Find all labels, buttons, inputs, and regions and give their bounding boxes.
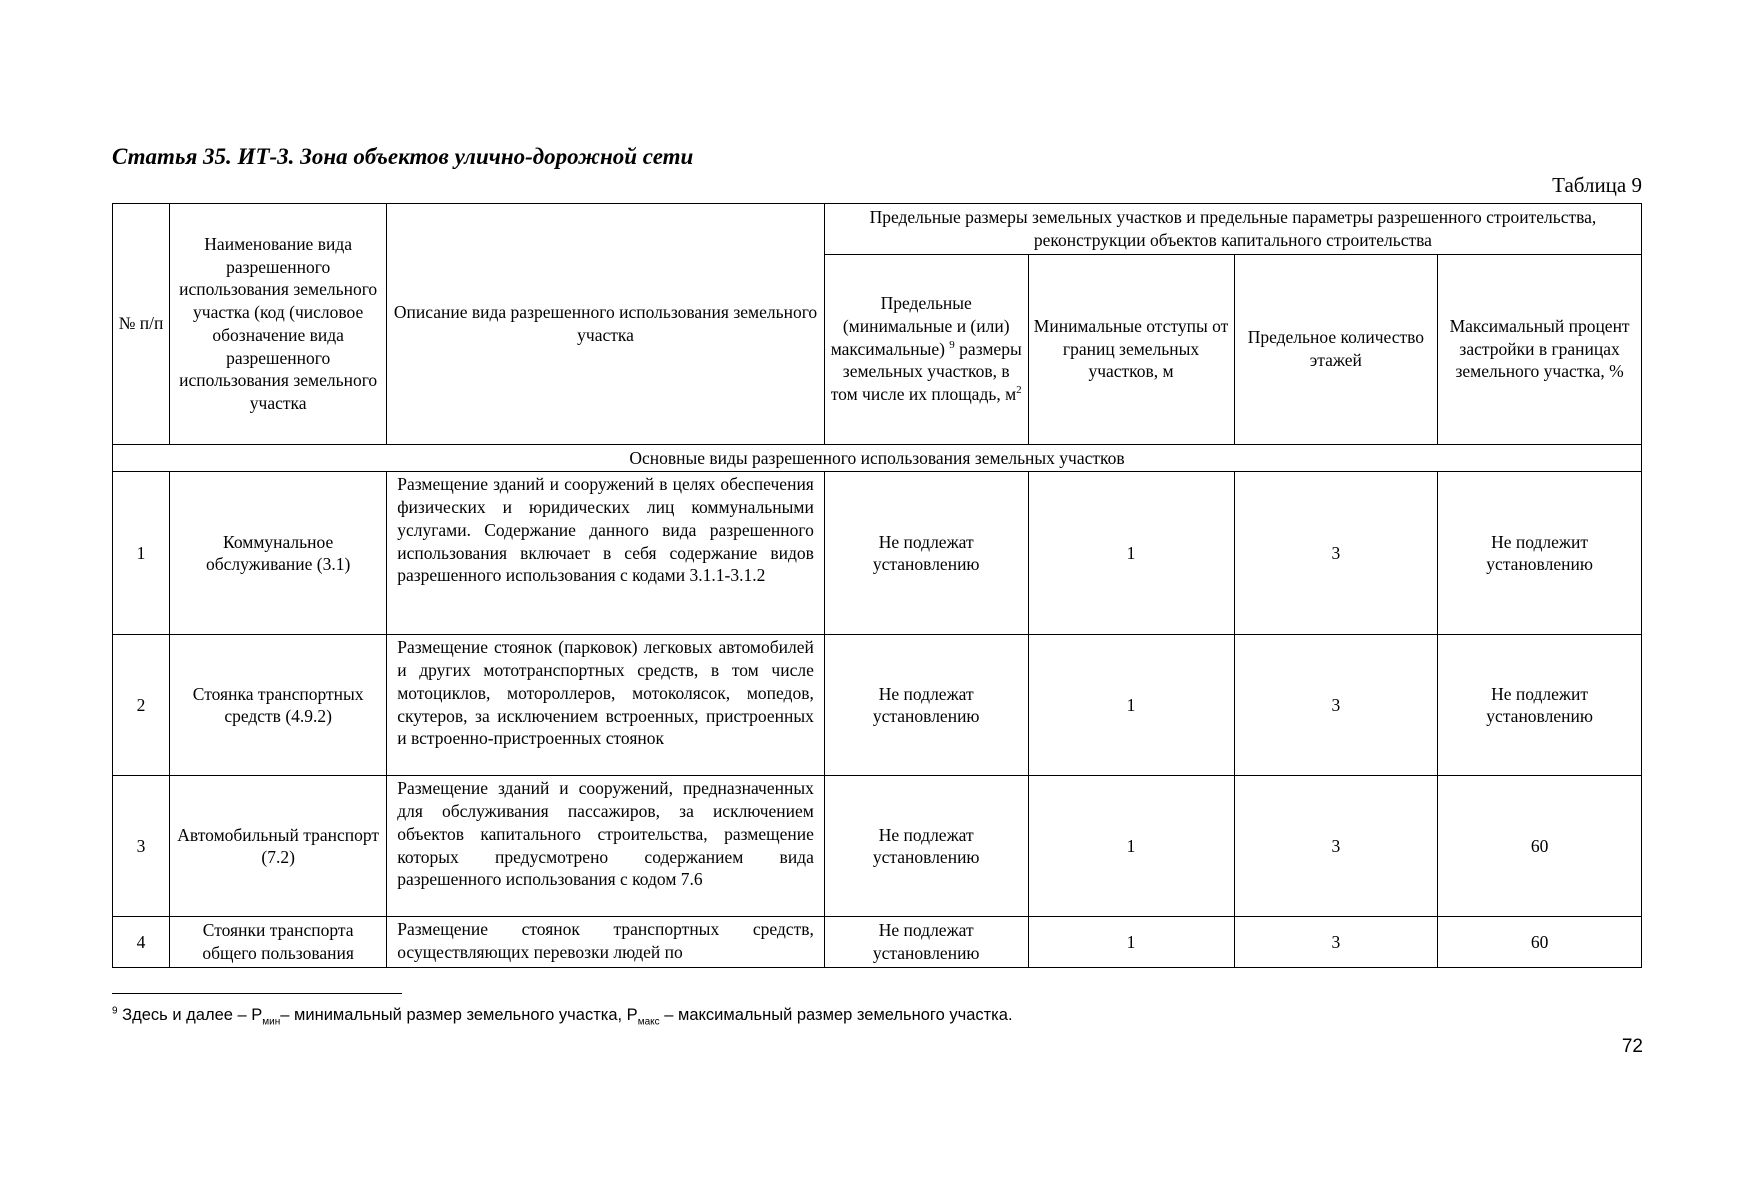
- footnote-text-2: – минимальный размер земельного участка, Р: [280, 1006, 638, 1024]
- header-description: Описание вида разрешенного использования земельного участка: [387, 204, 825, 445]
- row-name: Автомобильный транспорт (7.2): [170, 776, 387, 917]
- row-setback: 1: [1028, 635, 1234, 776]
- row-description: Размещение зданий и сооружений в целях обеспечения физических и юридических лиц коммунальными услугами. Содержание данного вида разрешенного использования включает в себя содержание видов разрешенного использования с кодами 3.1.1-3.1.2: [387, 472, 825, 635]
- zoning-table: [112, 203, 1642, 968]
- footnote-marker: 9: [112, 1005, 118, 1017]
- header-size-text: Предельные (минимальные и (или) максимальные): [830, 293, 1010, 359]
- page-number: 72: [1621, 1036, 1643, 1057]
- row-description: Размещение зданий и сооружений, предназначенных для обслуживания пассажиров, за исключением объектов капитального строительства, размещение которых предусмотрено содержанием вида разрешенного использования с кодом 7.6: [387, 776, 825, 917]
- row-coverage: Не подлежит установлению: [1438, 472, 1642, 635]
- article-heading: Статья 35. ИТ-3. Зона объектов улично-дорожной сети: [112, 144, 694, 169]
- table-caption: Таблица 9: [1552, 173, 1642, 197]
- row-description: Размещение стоянок транспортных средств, осуществляющих перевозки людей по: [387, 917, 825, 968]
- row-size: Не подлежат установлению: [824, 917, 1028, 968]
- row-coverage: Не подлежит установлению: [1438, 635, 1642, 776]
- header-floors: Предельное количество этажей: [1234, 254, 1438, 444]
- section-title: Основные виды разрешенного использования земельных участков: [113, 444, 1642, 472]
- header-limits-group: Предельные размеры земельных участков и предельные параметры разрешенного строительства, реконструкции объектов капитального строительства: [824, 204, 1641, 255]
- row-name: Коммунальное обслуживание (3.1): [170, 472, 387, 635]
- row-setback: 1: [1028, 472, 1234, 635]
- footnote-divider: [112, 993, 402, 994]
- footnote-sub-max: макс: [637, 1016, 660, 1028]
- table-row: [113, 472, 1642, 635]
- row-coverage: 60: [1438, 917, 1642, 968]
- footnote-text-3: – максимальный размер земельного участка.: [659, 1006, 1013, 1024]
- header-size: [824, 254, 1028, 444]
- row-floors: 3: [1234, 472, 1438, 635]
- row-setback: 1: [1028, 917, 1234, 968]
- unit-superscript: 2: [1016, 384, 1022, 397]
- header-name: Наименование вида разрешенного использования земельного участка (код (числовое обозначение вида разрешенного использования земельного участка: [170, 204, 387, 445]
- row-floors: 3: [1234, 917, 1438, 968]
- footnote-sub-min: мин: [262, 1016, 281, 1028]
- header-setback: Минимальные отступы от границ земельных участков, м: [1028, 254, 1234, 444]
- row-num: 4: [113, 917, 170, 968]
- row-num: 3: [113, 776, 170, 917]
- footnote: [112, 1006, 1013, 1027]
- row-coverage: 60: [1438, 776, 1642, 917]
- row-floors: 3: [1234, 776, 1438, 917]
- header-row-1: [113, 204, 1642, 255]
- row-num: 2: [113, 635, 170, 776]
- section-row: [113, 444, 1642, 472]
- header-num: № п/п: [113, 204, 170, 445]
- row-size: Не подлежат установлению: [824, 635, 1028, 776]
- row-name: Стоянка транспортных средств (4.9.2): [170, 635, 387, 776]
- table-row: [113, 917, 1642, 968]
- row-floors: 3: [1234, 635, 1438, 776]
- table-row: [113, 635, 1642, 776]
- row-description: Размещение стоянок (парковок) легковых автомобилей и других мототранспортных средств, в том числе мотоциклов, мотороллеров, мотоколясок, мопедов, скутеров, за исключением встроенных, пристроенных и встроенно-пристроенных стоянок: [387, 635, 825, 776]
- row-size: Не подлежат установлению: [824, 472, 1028, 635]
- row-setback: 1: [1028, 776, 1234, 917]
- row-name: Стоянки транспорта общего пользования: [170, 917, 387, 968]
- row-num: 1: [113, 472, 170, 635]
- header-coverage: Максимальный процент застройки в границах земельного участка, %: [1438, 254, 1642, 444]
- footnote-ref: 9: [949, 338, 955, 351]
- row-size: Не подлежат установлению: [824, 776, 1028, 917]
- footnote-text-1: Здесь и далее – Р: [122, 1006, 263, 1024]
- table-row: [113, 776, 1642, 917]
- header-size-text-2: размеры земельных участков, в том числе их площадь, м: [830, 338, 1022, 405]
